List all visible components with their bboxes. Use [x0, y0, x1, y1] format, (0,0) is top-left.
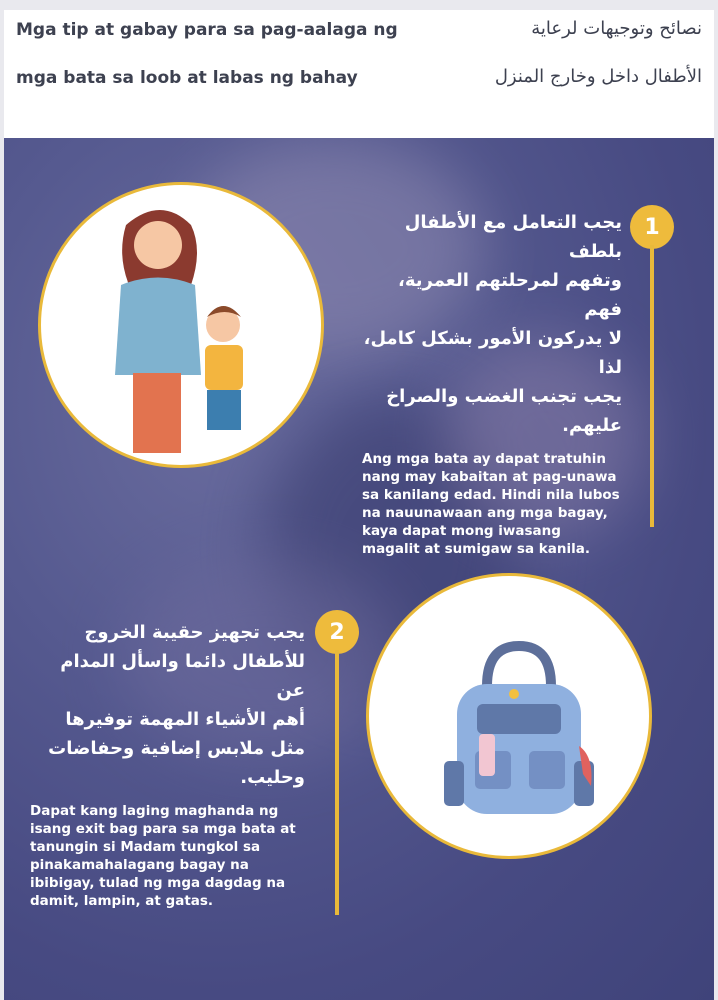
backpack-illustration	[366, 573, 652, 859]
title-en-line1: Mga tip at gabay para sa pag-aalaga ng	[16, 20, 398, 40]
tip-2-timeline-line	[335, 650, 339, 915]
title-en-line2: mga bata sa loob at labas ng bahay	[16, 68, 358, 88]
tip-2-arabic-text	[30, 618, 305, 792]
tip-1-timeline-line	[650, 245, 654, 527]
arabic-line: أهم الأشياء المهمة توفيرها	[65, 709, 305, 730]
arabic-line: للأطفال دائما واسأل المدام عن	[60, 651, 305, 701]
arabic-line: يجب تجهيز حقيبة الخروج	[84, 622, 305, 643]
header	[4, 10, 714, 138]
tip-1-text-column	[362, 208, 622, 558]
arabic-line: لا يدركون الأمور بشكل كامل، لذا	[363, 328, 622, 378]
tip-2-filipino-text: Dapat kang laging maghanda ng isang exit bag para sa mga bata at tanungin si Madam tungkol sa pinakamahalagang bagay na ibibigay, tulad ng mga dagdag na damit, lampin, at gatas.	[30, 803, 296, 909]
arabic-line: وتفهم لمرحلتهم العمرية، فهم	[398, 270, 622, 320]
mother-and-child-illustration	[38, 182, 324, 468]
title-ar-line1: نصائح وتوجيهات لرعاية	[531, 18, 702, 39]
arabic-line: يجب التعامل مع الأطفال بلطف	[404, 212, 622, 262]
tip-2-text-column	[30, 618, 305, 910]
title-ar-line2: الأطفال داخل وخارج المنزل	[494, 66, 702, 87]
tip-1-number-badge: 1	[630, 205, 674, 249]
tip-1-filipino-text: Ang mga bata ay dapat tratuhin nang may kabaitan at pag-unawa sa kanilang edad. Hindi nila lubos na nauunawaan ang mga bagay, kaya dapat mong iwasang magalit at sumigaw sa kanila.	[362, 451, 620, 557]
tip-2-number-badge: 2	[315, 610, 359, 654]
arabic-line: يجب تجنب الغضب والصراخ	[386, 386, 622, 407]
tip-1-arabic-text	[362, 208, 622, 440]
arabic-line: مثل ملابس إضافية وحفاضات	[48, 738, 305, 759]
arabic-line: عليهم.	[562, 415, 622, 436]
arabic-line: وحليب.	[240, 767, 305, 788]
